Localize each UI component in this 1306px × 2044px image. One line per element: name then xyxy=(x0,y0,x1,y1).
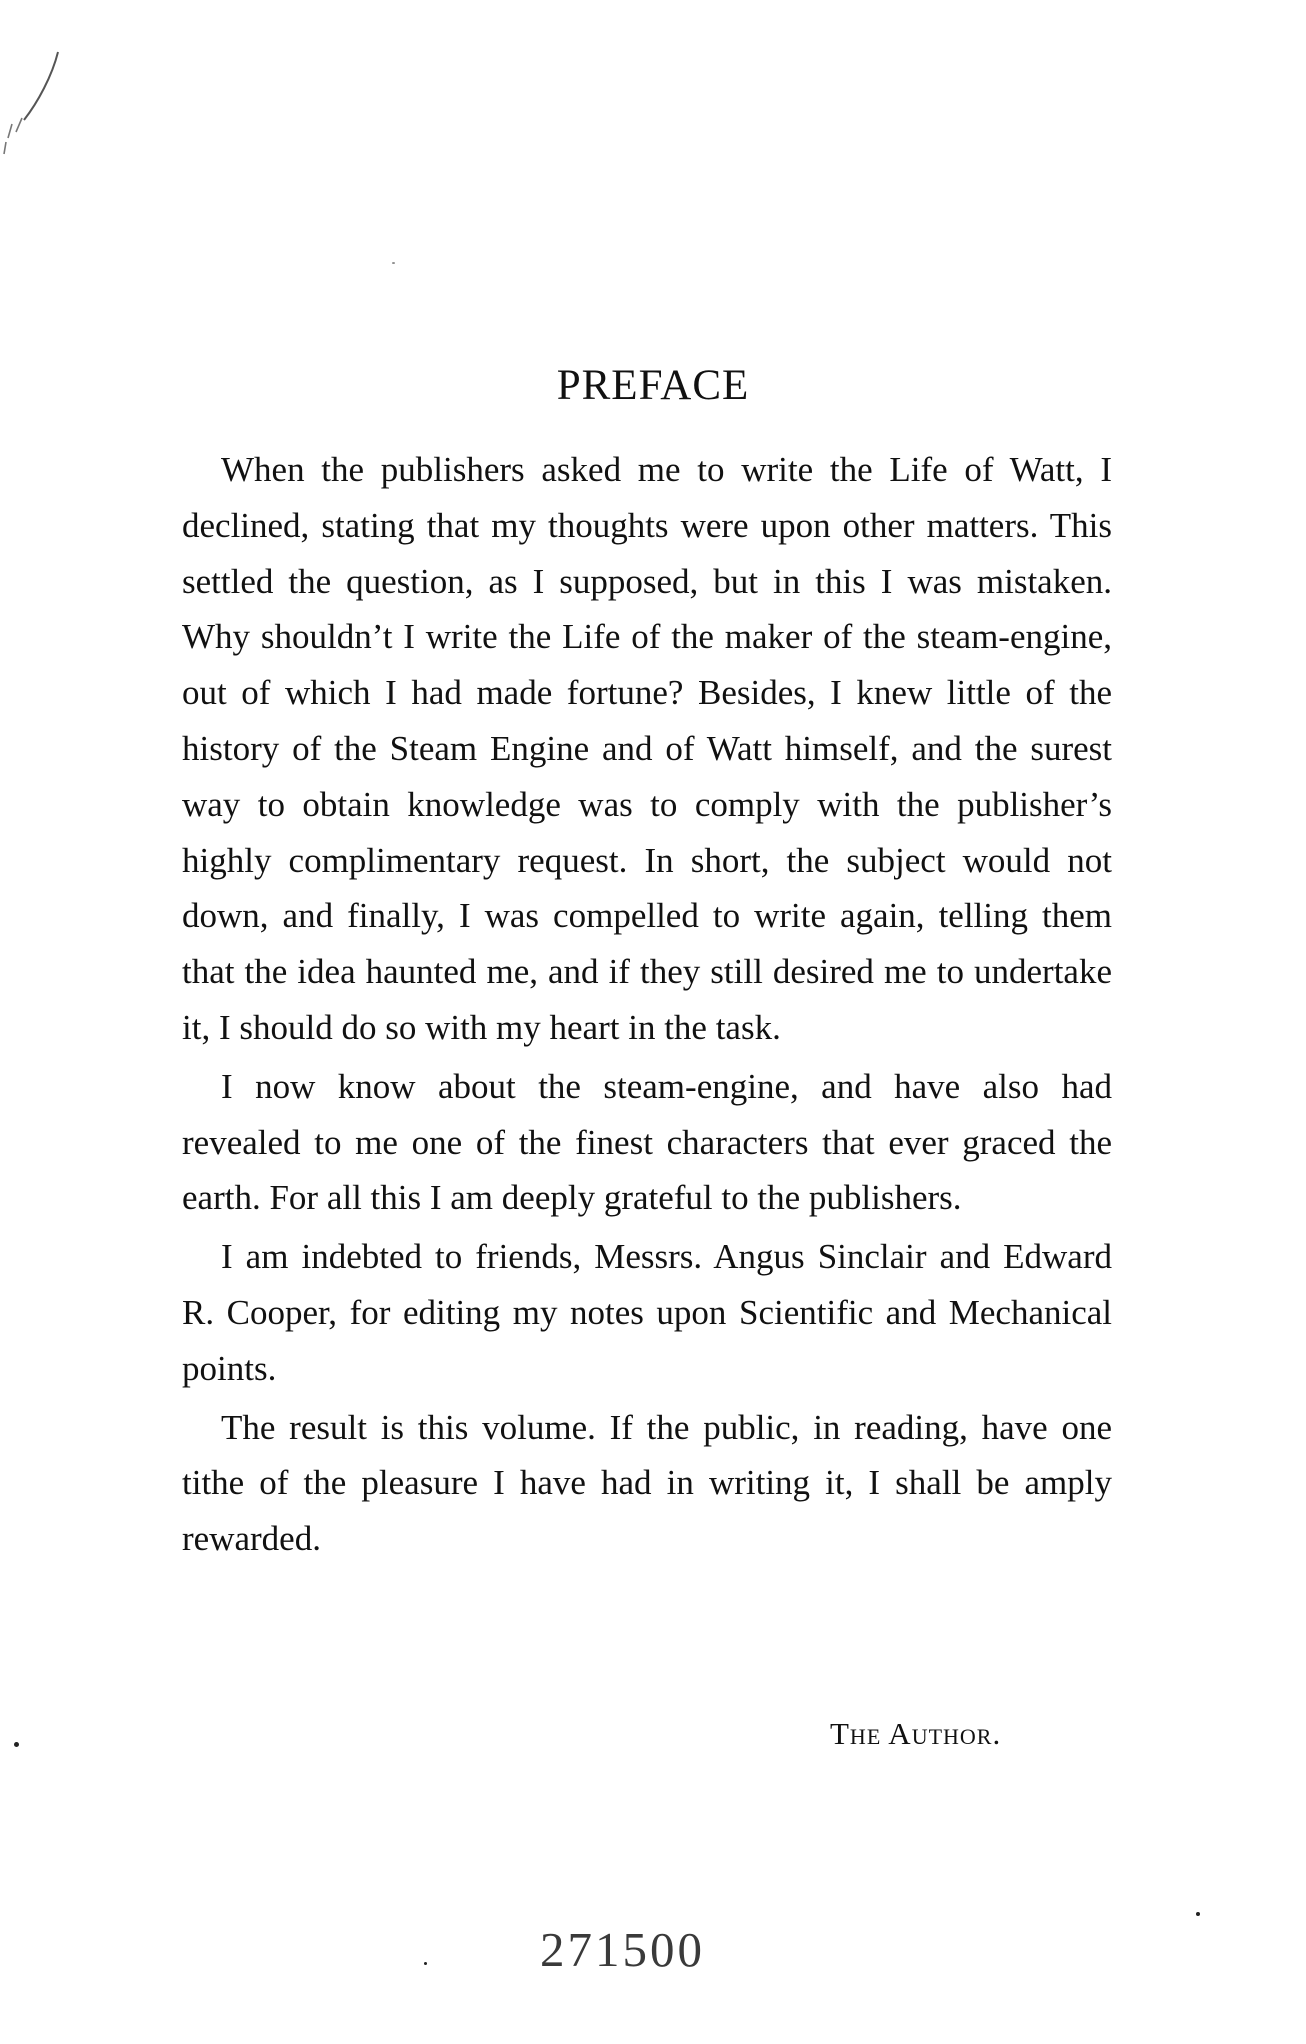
pencil-mark xyxy=(0,20,80,170)
page-title: PREFACE xyxy=(556,362,750,409)
author-signature: The Author. xyxy=(830,1716,1002,1751)
library-stamp-number: 271500 xyxy=(540,1922,705,1977)
speck xyxy=(424,1962,427,1965)
paragraph-3: I am indebted to friends, Messrs. Angus Sinclair and Edward R. Cooper, for editing my notes upon Scientific and Mechanical points. xyxy=(182,1237,1112,1388)
preface-body xyxy=(182,442,1112,1570)
paragraph-4: The result is this volume. If the public, in reading, have one tithe of the pleasure I have had in writing it, I shall be amply rewarded. xyxy=(182,1407,1112,1559)
speck xyxy=(1196,1912,1200,1916)
paragraph-1: When the publishers asked me to write the Life of Watt, I declined, stating that my thoughts were upon other matters. This settled the question, as I supposed, but in this I was mistaken. Why shouldn’t I write the Life of the maker of the steam-engine, out of which I had made fortune? Besides, I knew little of the history of the Steam Engine and of Watt himself, and the surest way to obtain knowledge was to comply with the publisher’s highly complimentary request. In short, the subject would not down, and finally, I was compelled to write again, telling them that the idea haunted me, and if they still desired me to undertake it, I should do so with my heart in the task. xyxy=(182,450,1112,1047)
speck xyxy=(14,1742,19,1747)
paragraph-2: I now know about the steam-engine, and have also had revealed to me one of the finest characters that ever graced the earth. For all this I am deeply grateful to the publishers. xyxy=(182,1066,1112,1218)
speck xyxy=(392,262,395,264)
